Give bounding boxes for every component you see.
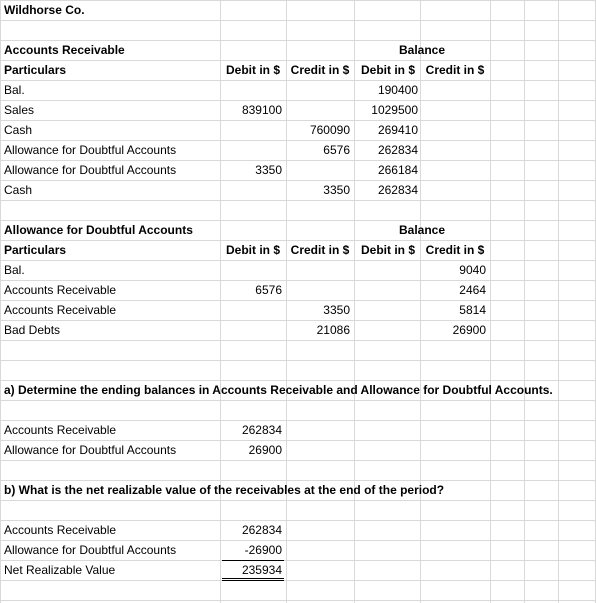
amount-cell[interactable] [220,140,286,160]
part-a-question[interactable]: a) Determine the ending balances in Accounts Receivable and Allowance for Doubtful Accounts. [4,383,553,397]
amount-cell[interactable] [220,180,286,200]
row-label[interactable]: Net Realizable Value [4,563,116,577]
row-label[interactable]: Allowance for Doubtful Accounts [4,143,177,157]
column-header[interactable]: Credit in $ [425,63,485,77]
amount-cell[interactable]: -26900 [244,543,282,557]
amount-cell[interactable]: 5814 [459,303,486,317]
amount-cell[interactable] [420,160,490,180]
row-label[interactable]: Cash [4,123,33,137]
amount-cell[interactable] [220,260,286,280]
amount-cell[interactable]: 235934 [241,563,282,577]
amount-cell[interactable]: 26900 [452,323,486,337]
total-underline [222,560,284,561]
amount-cell[interactable]: 3350 [323,183,350,197]
column-header[interactable]: Credit in $ [425,243,485,257]
amount-cell[interactable] [354,300,422,320]
ar-balance-label[interactable]: Balance [398,43,446,57]
gridline-horizontal [0,460,596,461]
amount-cell[interactable] [354,280,422,300]
amount-cell[interactable]: 262834 [241,523,282,537]
amount-cell[interactable]: 21086 [316,323,350,337]
gridline-horizontal [0,500,596,501]
amount-cell[interactable]: 262834 [241,423,282,437]
row-label[interactable]: Bad Debts [4,323,61,337]
row-label[interactable]: Bal. [4,263,25,277]
gridline-vertical [524,0,525,603]
company-name[interactable]: Wildhorse Co. [4,3,85,17]
gridline-horizontal [0,200,596,201]
gridline-horizontal [0,20,596,21]
amount-cell[interactable] [354,260,422,280]
amount-cell[interactable] [220,320,286,340]
amount-cell[interactable]: 760090 [309,123,350,137]
amount-cell[interactable] [354,320,422,340]
amount-cell[interactable]: 9040 [459,263,486,277]
column-header[interactable]: Debit in $ [360,63,415,77]
column-header[interactable]: Particulars [4,63,67,77]
afda-balance-label[interactable]: Balance [398,223,446,237]
amount-cell[interactable] [420,180,490,200]
amount-cell[interactable] [286,100,354,120]
amount-cell[interactable]: 269410 [377,123,418,137]
gridline-horizontal [0,600,596,601]
column-header[interactable]: Debit in $ [225,63,280,77]
row-label[interactable]: Allowance for Doubtful Accounts [4,543,177,557]
part-b-question[interactable]: b) What is the net realizable value of the receivables at the end of the period? [4,483,445,497]
afda-title[interactable]: Allowance for Doubtful Accounts [4,223,193,237]
amount-cell[interactable] [420,80,490,100]
amount-cell[interactable]: 3350 [323,303,350,317]
amount-cell[interactable]: 6576 [323,143,350,157]
amount-cell[interactable] [286,280,354,300]
row-label[interactable]: Allowance for Doubtful Accounts [4,163,177,177]
amount-cell[interactable]: 3350 [255,163,282,177]
column-header[interactable]: Credit in $ [290,243,350,257]
column-header[interactable]: Debit in $ [360,243,415,257]
amount-cell[interactable] [220,120,286,140]
amount-cell[interactable] [220,80,286,100]
amount-cell[interactable]: 839100 [241,103,282,117]
amount-cell[interactable] [286,160,354,180]
gridline-horizontal [0,580,596,581]
gridline-horizontal [0,400,596,401]
amount-cell[interactable] [286,260,354,280]
column-header[interactable]: Particulars [4,243,67,257]
ar-title[interactable]: Accounts Receivable [4,43,125,57]
row-label[interactable]: Accounts Receivable [4,523,117,537]
total-double-underline [222,578,284,581]
amount-cell[interactable] [220,300,286,320]
amount-cell[interactable] [420,140,490,160]
amount-cell[interactable] [286,80,354,100]
amount-cell[interactable]: 1029500 [371,103,418,117]
amount-cell[interactable]: 190400 [377,83,418,97]
row-label[interactable]: Cash [4,183,33,197]
amount-cell[interactable]: 26900 [248,443,282,457]
gridline-vertical [558,0,559,603]
row-label[interactable]: Bal. [4,83,25,97]
gridline-vertical [490,0,491,603]
amount-cell[interactable] [420,120,490,140]
row-label[interactable]: Sales [4,103,35,117]
gridline-horizontal [0,340,596,341]
row-label[interactable]: Accounts Receivable [4,283,117,297]
amount-cell[interactable]: 6576 [255,283,282,297]
amount-cell[interactable] [420,100,490,120]
amount-cell[interactable]: 266184 [377,163,418,177]
row-label[interactable]: Accounts Receivable [4,423,117,437]
column-header[interactable]: Credit in $ [290,63,350,77]
amount-cell[interactable]: 262834 [377,143,418,157]
amount-cell[interactable]: 2464 [459,283,486,297]
row-label[interactable]: Allowance for Doubtful Accounts [4,443,177,457]
gridline-horizontal [0,360,596,361]
column-header[interactable]: Debit in $ [225,243,280,257]
row-label[interactable]: Accounts Receivable [4,303,117,317]
amount-cell[interactable]: 262834 [377,183,418,197]
